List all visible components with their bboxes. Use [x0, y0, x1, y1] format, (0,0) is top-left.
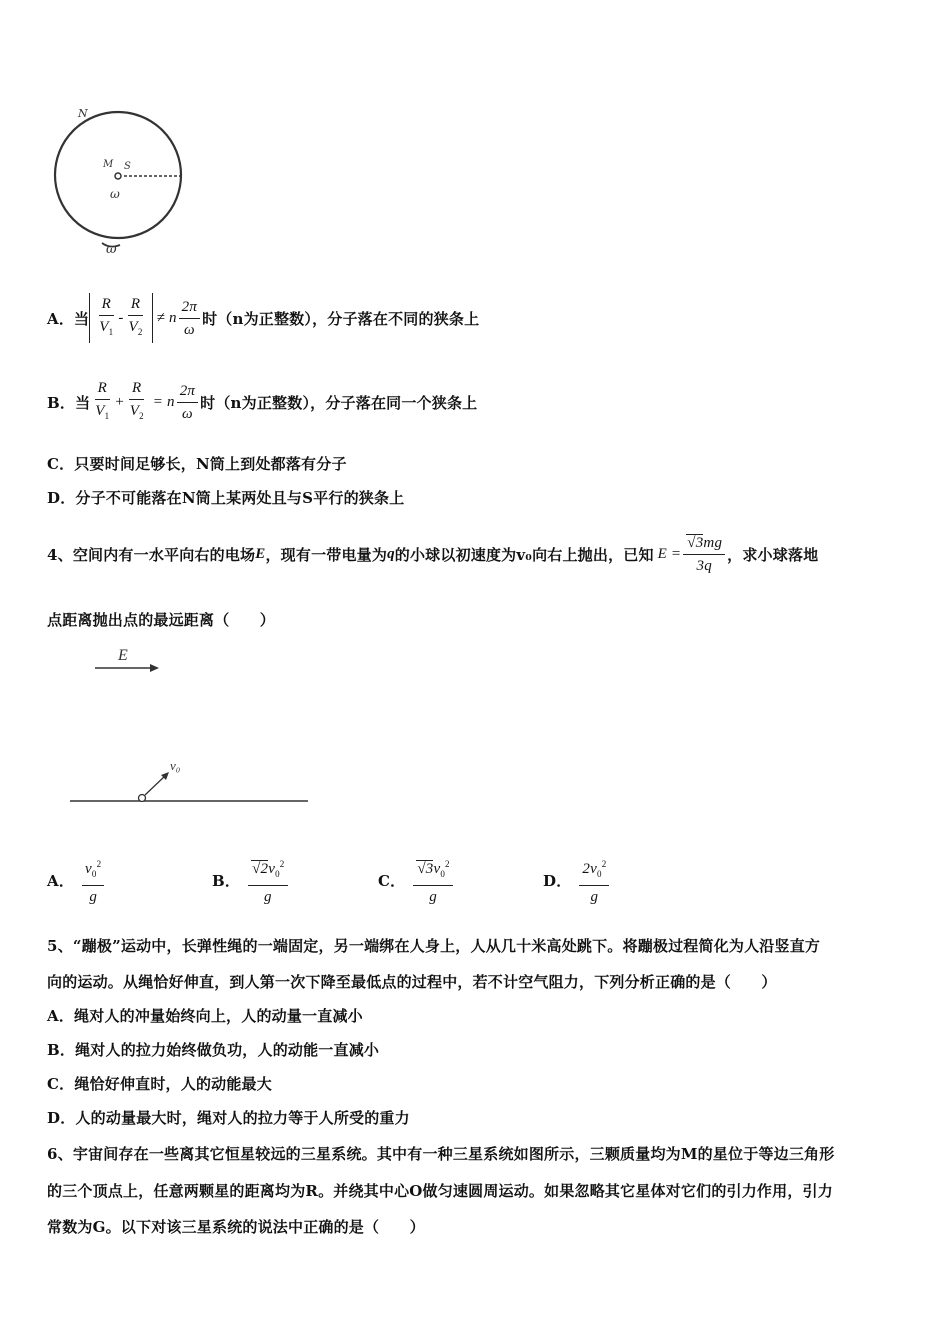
- label-m: M: [103, 159, 114, 170]
- label-s: S: [124, 161, 131, 172]
- center-c-dot: [115, 173, 121, 179]
- q3-option-d: D．分子不可能落在N筒上某两处且与S平行的狭条上: [47, 489, 405, 507]
- ball: [139, 795, 146, 802]
- q4-option-a: A． $\frac{v_0^2}{g}$: [47, 855, 106, 905]
- q5-option-c: C．绳恰好伸直时，人的动能最大: [47, 1075, 272, 1093]
- q5-stem-line2: 向的运动。从绳恰好伸直，到人第一次下降至最低点的过程中，若不计空气阻力，下列分析正确的是（ ）: [47, 973, 777, 991]
- label-omega-outer: ω: [106, 242, 117, 257]
- q6-stem-line2: 的三个顶点上，任意两颗星的距离均为R。并绕其中心O做匀速圆周运动。如果忽略其它星体对它们的引力作用，引力: [47, 1182, 833, 1200]
- v0-label: v₀: [170, 758, 181, 773]
- abs-expression: $\frac{R}{V_1}$ - $\frac{R}{V_2}$: [89, 293, 152, 343]
- q3-option-c: C．只要时间足够长，N筒上到处都落有分子: [47, 455, 347, 473]
- field-label-e: E: [118, 647, 128, 664]
- q6-stem-line3: 常数为G。以下对该三星系统的说法中正确的是（ ）: [47, 1218, 425, 1236]
- q5-stem-line1: 5、“蹦极”运动中，长弹性绳的一端固定，另一端绑在人身上，人从几十米高处跳下。将蹦极过程简化为人沿竖直方: [47, 937, 821, 955]
- q3-option-b: B． 当 $\frac{R}{V_1}$ + $\frac{R}{V_2}$ = n $\frac{2\pi}{\omega}$ 时（n为正整数），分子落在同一个狭条上: [47, 380, 478, 422]
- electric-field-figure: [60, 640, 320, 815]
- q4-stem-line1: 4、空间内有一水平向右的电场 E ，现有一带电量为 q 的小球以初速度为v₀向右上抛出，已知 E = $\frac{√3mg}{3q}$ ，求小球落地: [47, 534, 819, 574]
- label-omega-inner: ω: [110, 187, 120, 201]
- label-n: N: [78, 107, 88, 120]
- q4-option-d: D． $\frac{2v_0^2}{g}$: [543, 855, 611, 905]
- q4-stem-line2: 点距离抛出点的最远距离（ ）: [47, 611, 276, 629]
- cylinder-figure: [40, 95, 200, 265]
- q4-option-c: C． $\frac{√3v_0^2}{g}$: [378, 855, 455, 905]
- q4-option-b: B． $\frac{√2v_0^2}{g}$: [212, 855, 290, 905]
- q3-option-a: A． 当 $\frac{R}{V_1}$ - $\frac{R}{V_2}$ ≠ n $\frac{2\pi}{\omega}$ 时（n为正整数），分子落在不同的狭条上: [47, 290, 479, 346]
- q6-stem-line1: 6、宇宙间存在一些离其它恒星较远的三星系统。其中有一种三星系统如图所示，三颗质量均为M的星位于等边三角形: [47, 1145, 835, 1163]
- velocity-arrow-icon: [145, 775, 166, 795]
- cylinder-n-circle: [55, 112, 181, 238]
- q5-option-b: B．绳对人的拉力始终做负功，人的动能一直减小: [47, 1041, 380, 1059]
- q5-option-a: A．绳对人的冲量始终向上，人的动量一直减小: [47, 1007, 363, 1025]
- q5-option-d: D．人的动量最大时，绳对人的拉力等于人所受的重力: [47, 1109, 410, 1127]
